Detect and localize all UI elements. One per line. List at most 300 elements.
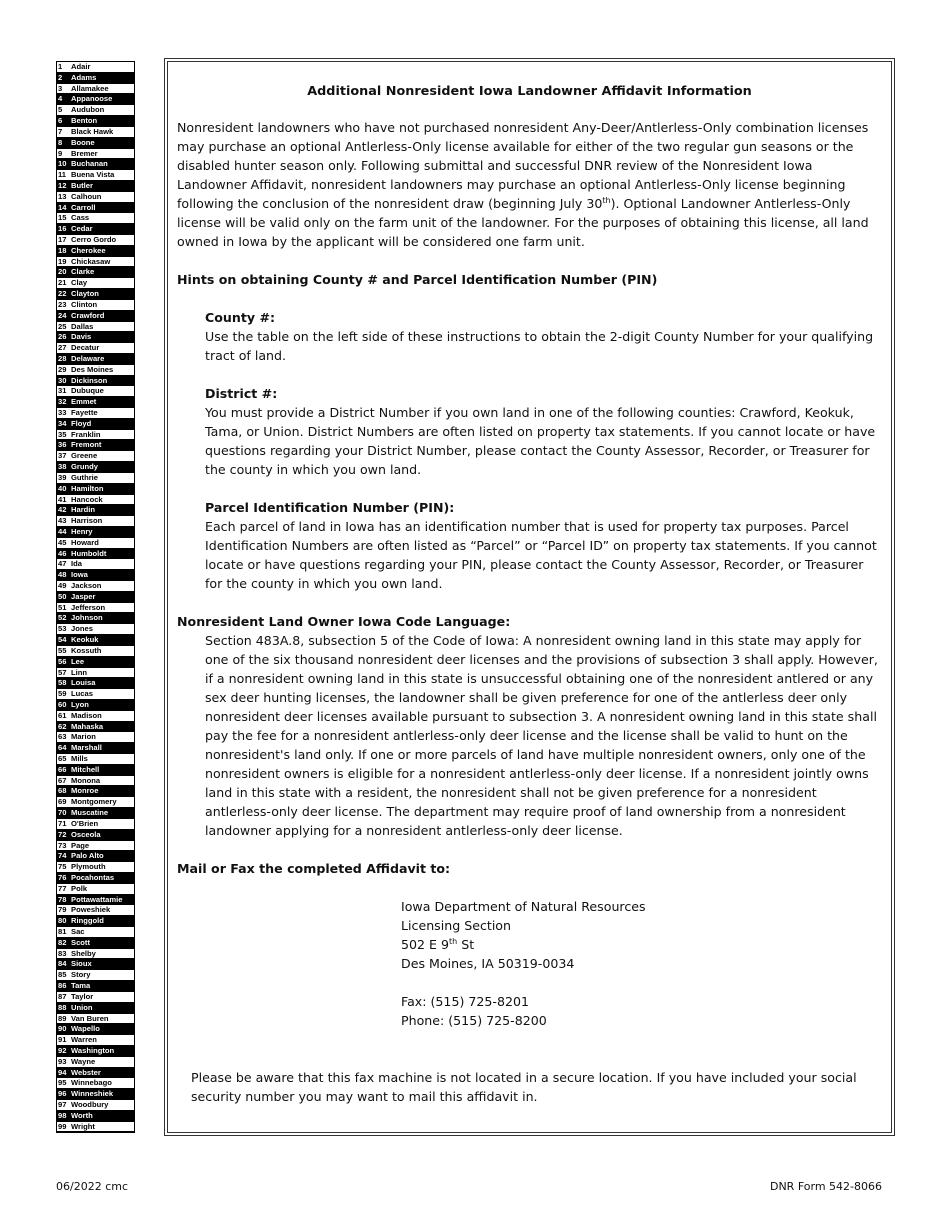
county-number: 92 (58, 1045, 67, 1055)
county-row (57, 949, 134, 960)
county-name: Story (71, 970, 91, 980)
county-name: Tama (71, 981, 91, 991)
county-name: Fremont (71, 440, 102, 450)
county-number: 3 (58, 83, 63, 93)
county-number: 18 (58, 245, 67, 255)
county-row (57, 938, 134, 949)
address-street-pre: 502 E 9 (401, 937, 450, 952)
county-row (57, 365, 134, 376)
county-number: 86 (58, 981, 67, 991)
county-row (57, 213, 134, 224)
county-number: 13 (58, 191, 67, 201)
county-number: 43 (58, 516, 67, 526)
county-number: 34 (58, 418, 67, 428)
county-row (57, 559, 134, 570)
county-row (57, 278, 134, 289)
county-name: Webster (71, 1067, 101, 1077)
county-number: 78 (58, 894, 67, 904)
county-name: Wayne (71, 1056, 96, 1066)
county-number: 22 (58, 289, 67, 299)
county-row (57, 678, 134, 689)
county-row (57, 203, 134, 214)
county-row (57, 538, 134, 549)
county-number: 81 (58, 927, 67, 936)
county-number: 35 (58, 429, 67, 439)
county-number: 42 (58, 505, 67, 515)
county-row (57, 732, 134, 743)
county-row (57, 159, 134, 170)
code-language-heading: Nonresident Land Owner Iowa Code Language: (177, 614, 511, 629)
county-name: Davis (71, 332, 92, 342)
county-row (57, 895, 134, 906)
county-row (57, 981, 134, 992)
county-row (57, 192, 134, 203)
county-name: Linn (71, 667, 88, 677)
county-row (57, 376, 134, 387)
county-row (57, 516, 134, 527)
county-number: 31 (58, 386, 67, 396)
county-number: 4 (58, 94, 63, 104)
county-number: 57 (58, 667, 67, 677)
county-number: 45 (58, 537, 67, 547)
county-row (57, 1100, 134, 1111)
county-row (57, 830, 134, 841)
county-name: Monroe (71, 786, 99, 796)
county-row (57, 711, 134, 722)
county-row (57, 1046, 134, 1057)
county-name: Winnebago (71, 1078, 112, 1088)
county-name: Clinton (71, 299, 98, 309)
county-row (57, 94, 134, 105)
county-name: Cherokee (71, 245, 106, 255)
county-name: Louisa (71, 678, 96, 688)
county-name: Sioux (71, 959, 92, 969)
county-number: 90 (58, 1024, 67, 1034)
county-row (57, 700, 134, 711)
county-number: 40 (58, 483, 67, 493)
county-name: Crawford (71, 310, 105, 320)
county-number: 14 (58, 202, 67, 212)
county-name: Marion (71, 732, 96, 742)
county-row (57, 959, 134, 970)
county-name: Butler (71, 180, 93, 190)
county-row (57, 127, 134, 138)
county-name: Floyd (71, 418, 92, 428)
county-number: 39 (58, 472, 67, 482)
county-number: 29 (58, 364, 67, 374)
county-row (57, 473, 134, 484)
county-number: 32 (58, 397, 67, 407)
county-number: 95 (58, 1078, 67, 1088)
county-row (57, 603, 134, 614)
county-name: Lee (71, 656, 85, 666)
county-name: Delaware (71, 353, 105, 363)
county-row (57, 354, 134, 365)
county-row (57, 84, 134, 95)
county-number: 68 (58, 786, 67, 796)
county-name: Clay (71, 278, 88, 288)
pin-text: Each parcel of land in Iowa has an identification number that is used for property tax purposes. Parcel Identification Numbers are often listed as “Parcel” or “Parcel ID” on property tax statements. If you cannot locate or have questions regarding your PIN, please contact the County Assessor, Recorder, or Treasurer for the county in which you own land. (205, 519, 877, 591)
county-row (57, 1089, 134, 1100)
address-street-sup: th (449, 936, 458, 946)
county-row (57, 1078, 134, 1089)
county-name: Worth (71, 1110, 93, 1120)
county-number: 72 (58, 829, 67, 839)
county-number: 49 (58, 581, 67, 590)
county-number: 17 (58, 235, 67, 244)
county-name: Jefferson (71, 602, 106, 612)
county-row (57, 246, 134, 257)
county-number: 64 (58, 743, 67, 753)
county-number: 80 (58, 916, 67, 926)
county-name: Franklin (71, 429, 101, 439)
county-name: Des Moines (71, 364, 114, 374)
county-number: 59 (58, 689, 67, 699)
county-name: Calhoun (71, 191, 102, 201)
county-number: 25 (58, 321, 67, 331)
county-number: 83 (58, 948, 67, 958)
county-row (57, 527, 134, 538)
county-row (57, 149, 134, 160)
county-number: 77 (58, 883, 67, 893)
county-name: Poweshiek (71, 905, 111, 915)
county-name: Lucas (71, 689, 93, 699)
county-number: 89 (58, 1013, 67, 1023)
county-name: Monona (71, 775, 101, 785)
county-row (57, 386, 134, 397)
county-row (57, 927, 134, 938)
county-number: 37 (58, 451, 67, 461)
county-row (57, 430, 134, 441)
county-number: 94 (58, 1067, 67, 1077)
county-number: 41 (58, 494, 67, 504)
county-name: Hardin (71, 505, 96, 515)
county-row (57, 624, 134, 635)
county-number: 96 (58, 1089, 67, 1099)
county-number: 70 (58, 808, 67, 818)
county-name: Mahaska (71, 721, 104, 731)
county-name: Grundy (71, 462, 99, 472)
county-name: Carroll (71, 202, 96, 212)
fax-number: Fax: (515) 725-8201 (401, 994, 530, 1009)
county-name: Muscatine (71, 808, 109, 818)
county-name: Sac (71, 927, 85, 936)
county-row (57, 105, 134, 116)
county-number: 63 (58, 732, 67, 742)
county-row (57, 322, 134, 333)
county-name: Buena Vista (71, 170, 115, 180)
county-row (57, 646, 134, 657)
county-name: Pocahontas (71, 872, 115, 882)
county-row (57, 311, 134, 322)
county-name: Jasper (71, 591, 96, 601)
county-row (57, 408, 134, 419)
county-number: 55 (58, 645, 67, 655)
county-name: Ringgold (71, 916, 104, 926)
county-name: Page (71, 840, 90, 850)
county-name: Lyon (71, 699, 89, 709)
county-row (57, 73, 134, 84)
county-number: 2 (58, 72, 63, 82)
county-row (57, 170, 134, 181)
county-row (57, 451, 134, 462)
county-number: 91 (58, 1035, 67, 1045)
county-name: O'Brien (71, 818, 99, 828)
county-number: 6 (58, 116, 63, 126)
county-name: Humboldt (71, 548, 107, 558)
county-row (57, 289, 134, 300)
county-name: Kossuth (71, 645, 102, 655)
county-name: Johnson (71, 613, 103, 623)
county-name: Iowa (71, 570, 88, 580)
county-row (57, 484, 134, 495)
county-name: Howard (71, 537, 99, 547)
county-name: Henry (71, 526, 93, 536)
county-name: Keokuk (71, 635, 99, 645)
county-number: 87 (58, 991, 67, 1001)
phone-number: Phone: (515) 725-8200 (401, 1013, 547, 1028)
footer-form-number: DNR Form 542-8066 (769, 1180, 882, 1193)
county-name: Montgomery (71, 797, 117, 807)
county-row (57, 1122, 134, 1133)
county-row (57, 397, 134, 408)
county-number: 46 (58, 548, 67, 558)
county-name: Madison (71, 710, 102, 720)
county-name: Wright (71, 1121, 95, 1131)
county-row (57, 776, 134, 787)
county-number: 75 (58, 862, 67, 872)
county-name: Cedar (71, 224, 93, 234)
county-name: Black Hawk (71, 126, 114, 136)
county-row (57, 257, 134, 268)
county-row (57, 970, 134, 981)
county-name: Winneshiek (71, 1089, 114, 1099)
county-number: 79 (58, 905, 67, 915)
county-row (57, 765, 134, 776)
county-name: Taylor (71, 991, 94, 1001)
county-number: 98 (58, 1110, 67, 1120)
fax-security-notice: Please be aware that this fax machine is not located in a secure location. If you have included your social security number you may want to mail this affidavit in. (191, 1070, 857, 1104)
county-number: 73 (58, 840, 67, 850)
county-number: 97 (58, 1100, 67, 1109)
county-row (57, 1003, 134, 1014)
address-street-post: St (457, 937, 475, 952)
county-row (57, 884, 134, 895)
county-name: Fayette (71, 408, 98, 417)
county-row (57, 797, 134, 808)
county-row (57, 116, 134, 127)
county-number: 44 (58, 526, 67, 536)
county-row (57, 235, 134, 246)
county-number: 71 (58, 818, 67, 828)
county-number: 12 (58, 180, 67, 190)
county-number: 51 (58, 602, 67, 612)
district-number-text: You must provide a District Number if you own land in one of the following counties: Crawford, Keokuk, Tama, or Union. District Numbers are often listed on property tax statements. If you cannot locate or have questions regarding your District Number, please contact the County Assessor, Recorder, or Treasurer for the county in which you own land. (205, 405, 876, 477)
page-title: Additional Nonresident Iowa Landowner Affidavit Information (307, 84, 752, 99)
code-language-text: Section 483A.8, subsection 5 of the Code of Iowa: A nonresident owning land in this state may apply for one of the six thousand nonresident deer licenses and the provisions of subsection 3 shall apply. However, if a nonresident owning land in this state is unsuccessful obtaining one of the nonresident antlered or any sex deer hunting licenses, the landowner shall be given preference for one of the antlerless deer only nonresident deer licenses available pursuant to subsection 3. A nonresident owning land in this state shall pay the fee for a nonresident antlerless-only deer license and the license shall be valid to hunt on the nonresident's land only. If one or more parcels of land have multiple nonresident owners, only one of the nonresident owners is eligible for a nonresident antlerless-only deer license. If a nonresident jointly owns land in this state with a resident, the nonresident shall not be given preference for a nonresident antlerless-only deer license. The department may require proof of land ownership from a nonresident landowner applying for a nonresident antlerless-only deer license. (205, 633, 878, 838)
county-row (57, 873, 134, 884)
county-name: Palo Alto (71, 851, 104, 861)
county-row (57, 722, 134, 733)
county-row (57, 549, 134, 560)
county-row (57, 592, 134, 603)
county-row (57, 224, 134, 235)
county-number: 52 (58, 613, 67, 623)
county-number: 84 (58, 959, 67, 969)
county-row (57, 754, 134, 765)
county-number-heading: County #: (205, 310, 276, 325)
county-name: Boone (71, 137, 95, 147)
county-number: 62 (58, 721, 67, 731)
county-name: Osceola (71, 829, 101, 839)
county-row (57, 505, 134, 516)
county-number: 66 (58, 764, 67, 774)
instructions-content (177, 62, 882, 1106)
intro-text-part2: ). Optional Landowner Antlerless-Only license will be valid only on the farm unit of the landowner. For the purposes of obtaining this license, all land owned in Iowa by the applicant will be considered one farm unit. (177, 196, 869, 249)
county-number: 38 (58, 462, 67, 472)
county-row (57, 1057, 134, 1068)
county-number: 8 (58, 137, 63, 147)
county-row (57, 916, 134, 927)
county-row (57, 657, 134, 668)
mailing-address (177, 897, 882, 1030)
county-name: Shelby (71, 948, 96, 958)
county-row (57, 786, 134, 797)
county-number: 67 (58, 775, 67, 785)
county-name: Clarke (71, 267, 95, 277)
county-name: Warren (71, 1035, 97, 1045)
county-name: Van Buren (71, 1013, 109, 1023)
county-number: 24 (58, 310, 67, 320)
county-number: 30 (58, 375, 67, 385)
county-name: Buchanan (71, 159, 108, 169)
county-number: 88 (58, 1002, 67, 1012)
county-name: Wapello (71, 1024, 100, 1034)
county-name: Decatur (71, 343, 100, 353)
intro-paragraph (177, 118, 882, 251)
county-number: 82 (58, 937, 67, 947)
county-name: Pottawattamie (71, 894, 123, 904)
county-row (57, 851, 134, 862)
county-row (57, 62, 134, 73)
county-name: Dubuque (71, 386, 104, 396)
district-number-heading: District #: (205, 386, 278, 401)
county-name: Polk (71, 883, 88, 893)
county-row (57, 267, 134, 278)
county-number: 21 (58, 278, 67, 288)
county-number: 56 (58, 656, 67, 666)
county-row (57, 862, 134, 873)
county-number: 33 (58, 408, 67, 417)
county-number: 61 (58, 710, 67, 720)
county-name: Jones (71, 624, 93, 634)
county-number: 53 (58, 624, 67, 634)
county-name: Washington (71, 1045, 115, 1055)
county-row (57, 743, 134, 754)
county-name: Appanoose (71, 94, 113, 104)
county-name: Union (71, 1002, 93, 1012)
county-name: Greene (71, 451, 98, 461)
main-content-frame (164, 58, 895, 1136)
county-number: 16 (58, 224, 67, 234)
county-name: Guthrie (71, 472, 99, 482)
county-name: Benton (71, 116, 98, 126)
county-name: Hancock (71, 494, 103, 504)
county-number: 60 (58, 699, 67, 709)
county-name: Mitchell (71, 764, 100, 774)
county-row (57, 1035, 134, 1046)
county-row (57, 581, 134, 592)
county-row (57, 1111, 134, 1122)
county-name: Hamilton (71, 483, 104, 493)
county-number: 11 (58, 170, 67, 180)
county-number: 5 (58, 105, 63, 115)
county-name: Audubon (71, 105, 105, 115)
county-row (57, 905, 134, 916)
address-org: Iowa Department of Natural Resources (401, 899, 646, 914)
county-number: 76 (58, 872, 67, 882)
county-row (57, 138, 134, 149)
county-number: 93 (58, 1056, 67, 1066)
pin-heading: Parcel Identification Number (PIN): (205, 500, 455, 515)
hints-section (177, 308, 882, 593)
county-number: 20 (58, 267, 67, 277)
county-name: Marshall (71, 743, 102, 753)
county-number: 28 (58, 353, 67, 363)
county-row (57, 462, 134, 473)
county-number: 99 (58, 1121, 67, 1131)
mail-heading: Mail or Fax the completed Affidavit to: (177, 861, 451, 876)
county-row (57, 689, 134, 700)
county-name: Ida (71, 559, 82, 569)
county-name: Dickinson (71, 375, 108, 385)
county-number: 9 (58, 148, 63, 158)
county-row (57, 1024, 134, 1035)
county-number-table (56, 61, 135, 1133)
county-row (57, 808, 134, 819)
county-name: Adair (71, 62, 91, 71)
county-name: Emmet (71, 397, 97, 407)
intro-text-part1: Nonresident landowners who have not purchased nonresident Any-Deer/Antlerless-Only combination licenses may purchase an optional Antlerless-Only license available for either of the two regular gun seasons or the disabled hunter season only. Following submittal and successful DNR review of the Nonresident Iowa Landowner Affidavit, nonresident landowners may purchase an optional Antlerless-Only license beginning following the conclusion of the nonresident draw (beginning July 30 (177, 120, 869, 211)
county-row (57, 635, 134, 646)
county-name: Jackson (71, 581, 102, 590)
county-number: 54 (58, 635, 67, 645)
county-number: 19 (58, 256, 67, 266)
county-name: Bremer (71, 148, 98, 158)
county-name: Scott (71, 937, 90, 947)
address-section: Licensing Section (401, 918, 511, 933)
hints-heading: Hints on obtaining County # and Parcel Identification Number (PIN) (177, 272, 658, 287)
county-number: 10 (58, 159, 67, 169)
county-number: 15 (58, 213, 67, 223)
county-number: 65 (58, 754, 67, 763)
county-row (57, 570, 134, 581)
county-name: Adams (71, 72, 97, 82)
county-row (57, 300, 134, 311)
county-name: Plymouth (71, 862, 106, 872)
county-row (57, 1068, 134, 1079)
county-name: Woodbury (71, 1100, 109, 1109)
county-row (57, 181, 134, 192)
county-row (57, 613, 134, 624)
main-content-inner (167, 61, 892, 1133)
county-row (57, 841, 134, 852)
county-number: 58 (58, 678, 67, 688)
county-number: 23 (58, 299, 67, 309)
county-name: Clayton (71, 289, 99, 299)
county-name: Allamakee (71, 83, 109, 93)
county-number: 36 (58, 440, 67, 450)
